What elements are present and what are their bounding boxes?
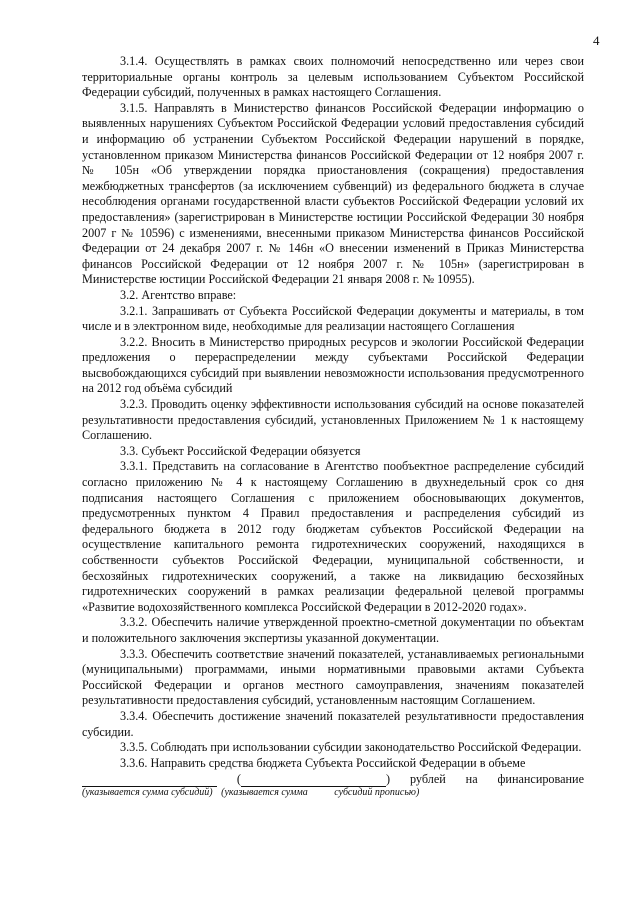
clause-3-3-5: 3.3.5. Соблюдать при использовании субсидии законодательство Российской Федерации. (120, 740, 582, 755)
rubles-label: рублей (409, 772, 446, 787)
close-paren: ) (385, 772, 391, 787)
clause-3-2-1: 3.2.1. Запрашивать от Субъекта Российской Федерации документы и материалы, в том числе и в электронном виде, необходимые для реализации настоящего Соглашения (82, 303, 584, 334)
blank-captions (82, 787, 584, 799)
clause-3-3-6: 3.3.6. Направить средства бюджета Субъекта Российской Федерации в объеме (120, 755, 526, 770)
page-number: 4 (593, 33, 600, 48)
clause-3-3-2: 3.3.2. Обеспечить наличие утвержденной проектно-сметной документации по объектам и положительного заключения экспертизы указанной документации. (82, 615, 584, 645)
clause-3-3-4: 3.3.4. Обеспечить достижение значений показателей результативности предоставления субсидии. (82, 708, 584, 739)
document-body (82, 54, 584, 799)
clause-3-3-1: 3.3.1. Представить на согласование в Агентство пообъектное распределение субсидий согласно приложению № 4 к настоящему Соглашению в двухнедельный срок со дня подписания настоящего Соглашения с приложением обосновывающих документов, предусмотренных пунктом 4 Правил предоставления и распределения субсидий из федерального бюджета в 2012 году бюджетам субъектов Российской Федерации на осуществление капитального ремонта гидротехнических сооружений, находящихся в собственности субъектов Российской Федерации, муниципальной собственности, и бесхозяйных гидротехнических сооружений, а также на ликвидацию бесхозяйных гидротехнических сооружений в рамках реализации федеральной целевой программы «Развитие водохозяйственного комплекса Российской Федерации в 2012-2020 годах». (82, 459, 584, 614)
caption-sum-words-b: субсидий прописью) (334, 787, 420, 799)
amount-fill-line (82, 771, 584, 787)
clause-3-2-2: 3.2.2. Вносить в Министерство природных ресурсов и экологии Российской Федерации предложения о перераспределении между субъектами Российской Федерации высвобождающихся субсидий при выявлении невозможности использования предусмотренного на 2012 год объёма субсидий (82, 334, 584, 396)
clause-3-2-heading: 3.2. Агентство вправе: (120, 287, 237, 302)
na-label: на (465, 772, 478, 787)
amount-numeric-blank (82, 773, 217, 787)
caption-sum-words-a: (указывается сумма (221, 787, 308, 799)
caption-sum: (указывается сумма субсидий) (82, 787, 213, 799)
clause-3-3-3: 3.3.3. Обеспечить соответствие значений показателей, устанавливаемых региональными (муниципальными) программами, иными нормативными правовыми актами Субъекта Российской Федерации и органов местного самоуправления, значениям показателей результативности предоставления субсидий, установленным настоящим Соглашением. (82, 646, 584, 708)
open-paren: ( (236, 772, 241, 787)
financing-label: финансирование (497, 772, 584, 787)
amount-words-blank (241, 773, 386, 787)
clause-3-3-heading: 3.3. Субъект Российской Федерации обязуется (120, 443, 361, 458)
clause-3-1-4: 3.1.4. Осуществлять в рамках своих полномочий непосредственно или через свои территориальные органы контроль за целевым использованием Субъектом Российской Федерации субсидий, полученных в рамках настоящего Соглашения. (82, 54, 584, 100)
amount-words-field (237, 771, 390, 787)
clause-3-2-3: 3.2.3. Проводить оценку эффективности использования субсидий на основе показателей результативности предоставления субсидий, установленных Приложением № 1 к настоящему Соглашению. (82, 397, 584, 443)
clause-3-1-5: 3.1.5. Направлять в Министерство финансов Российской Федерации информацию о выявленных нарушениях Субъектом Российской Федерации условий предоставления субсидий и информацию об устранении Субъектом Российской Федерации нарушений в порядке, установленном приказом Министерства финансов Российской Федерации от 12 ноября 2007 г. № 105н «Об утверждении порядка приостановления (сокращения) предоставления межбюджетных трансфертов (за исключением субвенций) из федерального бюджета в случае несоблюдения органами государственной власти субъектов Российской Федерации условий их предоставления» (зарегистрирован в Министерстве юстиции Российской Федерации 30 ноября 2007 г № 10596) с изменениями, внесенными приказом Министерства финансов Российской Федерации от 24 декабря 2007 г. № 146н «О внесении изменений в Приказ Министерства финансов Российской Федерации от 12 ноября 2007 г. № 105н» (зарегистрирован в Министерстве юстиции Российской Федерации 21 января 2008 г. № 10955). (82, 100, 584, 287)
